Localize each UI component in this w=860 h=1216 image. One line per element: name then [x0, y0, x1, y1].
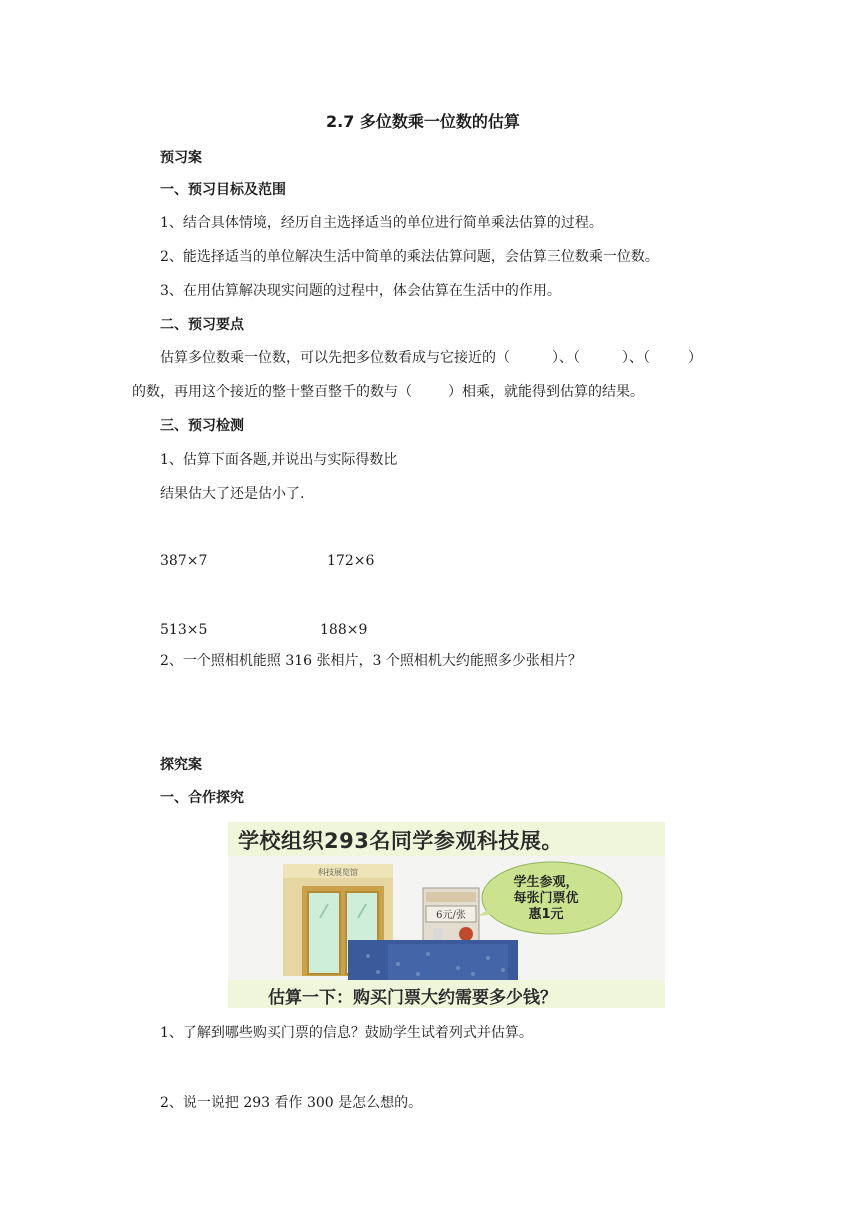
museum-scene — [228, 856, 665, 980]
explore-heading: 探究案 — [160, 757, 202, 773]
figure-banner-bottom-text: 估算一下：购买门票大约需要多少钱？ — [268, 988, 557, 1008]
page-title: 2.7 多位数乘一位数的估算 — [326, 112, 520, 131]
section-check-heading: 三、预习检测 — [160, 418, 244, 434]
section-cooperate-heading: 一、合作探究 — [160, 790, 244, 806]
expr-1: 387×7 — [160, 553, 208, 569]
preview-heading: 预习案 — [160, 150, 202, 166]
points-line-2-text-b: ）相乘，就能得到估算的结果。 — [448, 384, 644, 400]
section-points-heading: 二、预习要点 — [160, 317, 244, 333]
paren-end: ） — [688, 350, 702, 366]
expr-3: 513×5 — [160, 622, 208, 638]
points-line-1-text: 估算多位数乘一位数，可以先把多位数看成与它接近的（ — [160, 350, 510, 366]
check-q1-line2: 结果估大了还是估小了. — [160, 486, 305, 502]
check-q2: 2、一个照相机能照 316 张相片，3 个照相机大约能照多少张相片？ — [160, 653, 582, 669]
bubble-line-3: 惠1元 — [528, 907, 564, 922]
ticket-illustration — [228, 822, 665, 1008]
figure-banner-top-text: 学校组织293名同学参观科技展。 — [238, 829, 563, 853]
bubble-line-2: 每张门票优 — [513, 891, 579, 906]
points-line-2 — [132, 382, 644, 402]
figure-banner-top — [228, 822, 665, 856]
expr-4: 188×9 — [320, 622, 368, 638]
price-tag: 6元/张 — [436, 910, 466, 921]
check-q1-line1: 1、估算下面各题,并说出与实际得数比 — [160, 452, 398, 468]
section-goals-heading: 一、预习目标及范围 — [160, 182, 286, 198]
explore-q1: 1、了解到哪些购买门票的信息？鼓励学生试着列式并估算。 — [160, 1025, 533, 1041]
points-line-1 — [160, 348, 702, 368]
explore-q2: 2、说一说把 293 看作 300 是怎么想的。 — [160, 1095, 423, 1111]
figure-banner-bottom — [228, 980, 665, 1008]
goal-item-3: 3、在用估算解决现实问题的过程中，体会估算在生活中的作用。 — [160, 283, 561, 299]
bubble-line-1: 学生参观， — [513, 875, 579, 890]
paren-sep-2: ）、（ — [622, 350, 650, 366]
figure-scene — [228, 856, 665, 980]
museum-sign: 科技展览馆 — [318, 868, 358, 877]
expr-2: 172×6 — [327, 553, 375, 569]
goal-item-2: 2、能选择适当的单位解决生活中简单的乘法估算问题，会估算三位数乘一位数。 — [160, 249, 659, 265]
paren-sep-1: ）、（ — [552, 350, 580, 366]
goal-item-1: 1、结合具体情境，经历自主选择适当的单位进行简单乘法估算的过程。 — [160, 215, 603, 231]
points-line-2-text-a: 的数，再用这个接近的整十整百整千的数与（ — [132, 384, 412, 400]
